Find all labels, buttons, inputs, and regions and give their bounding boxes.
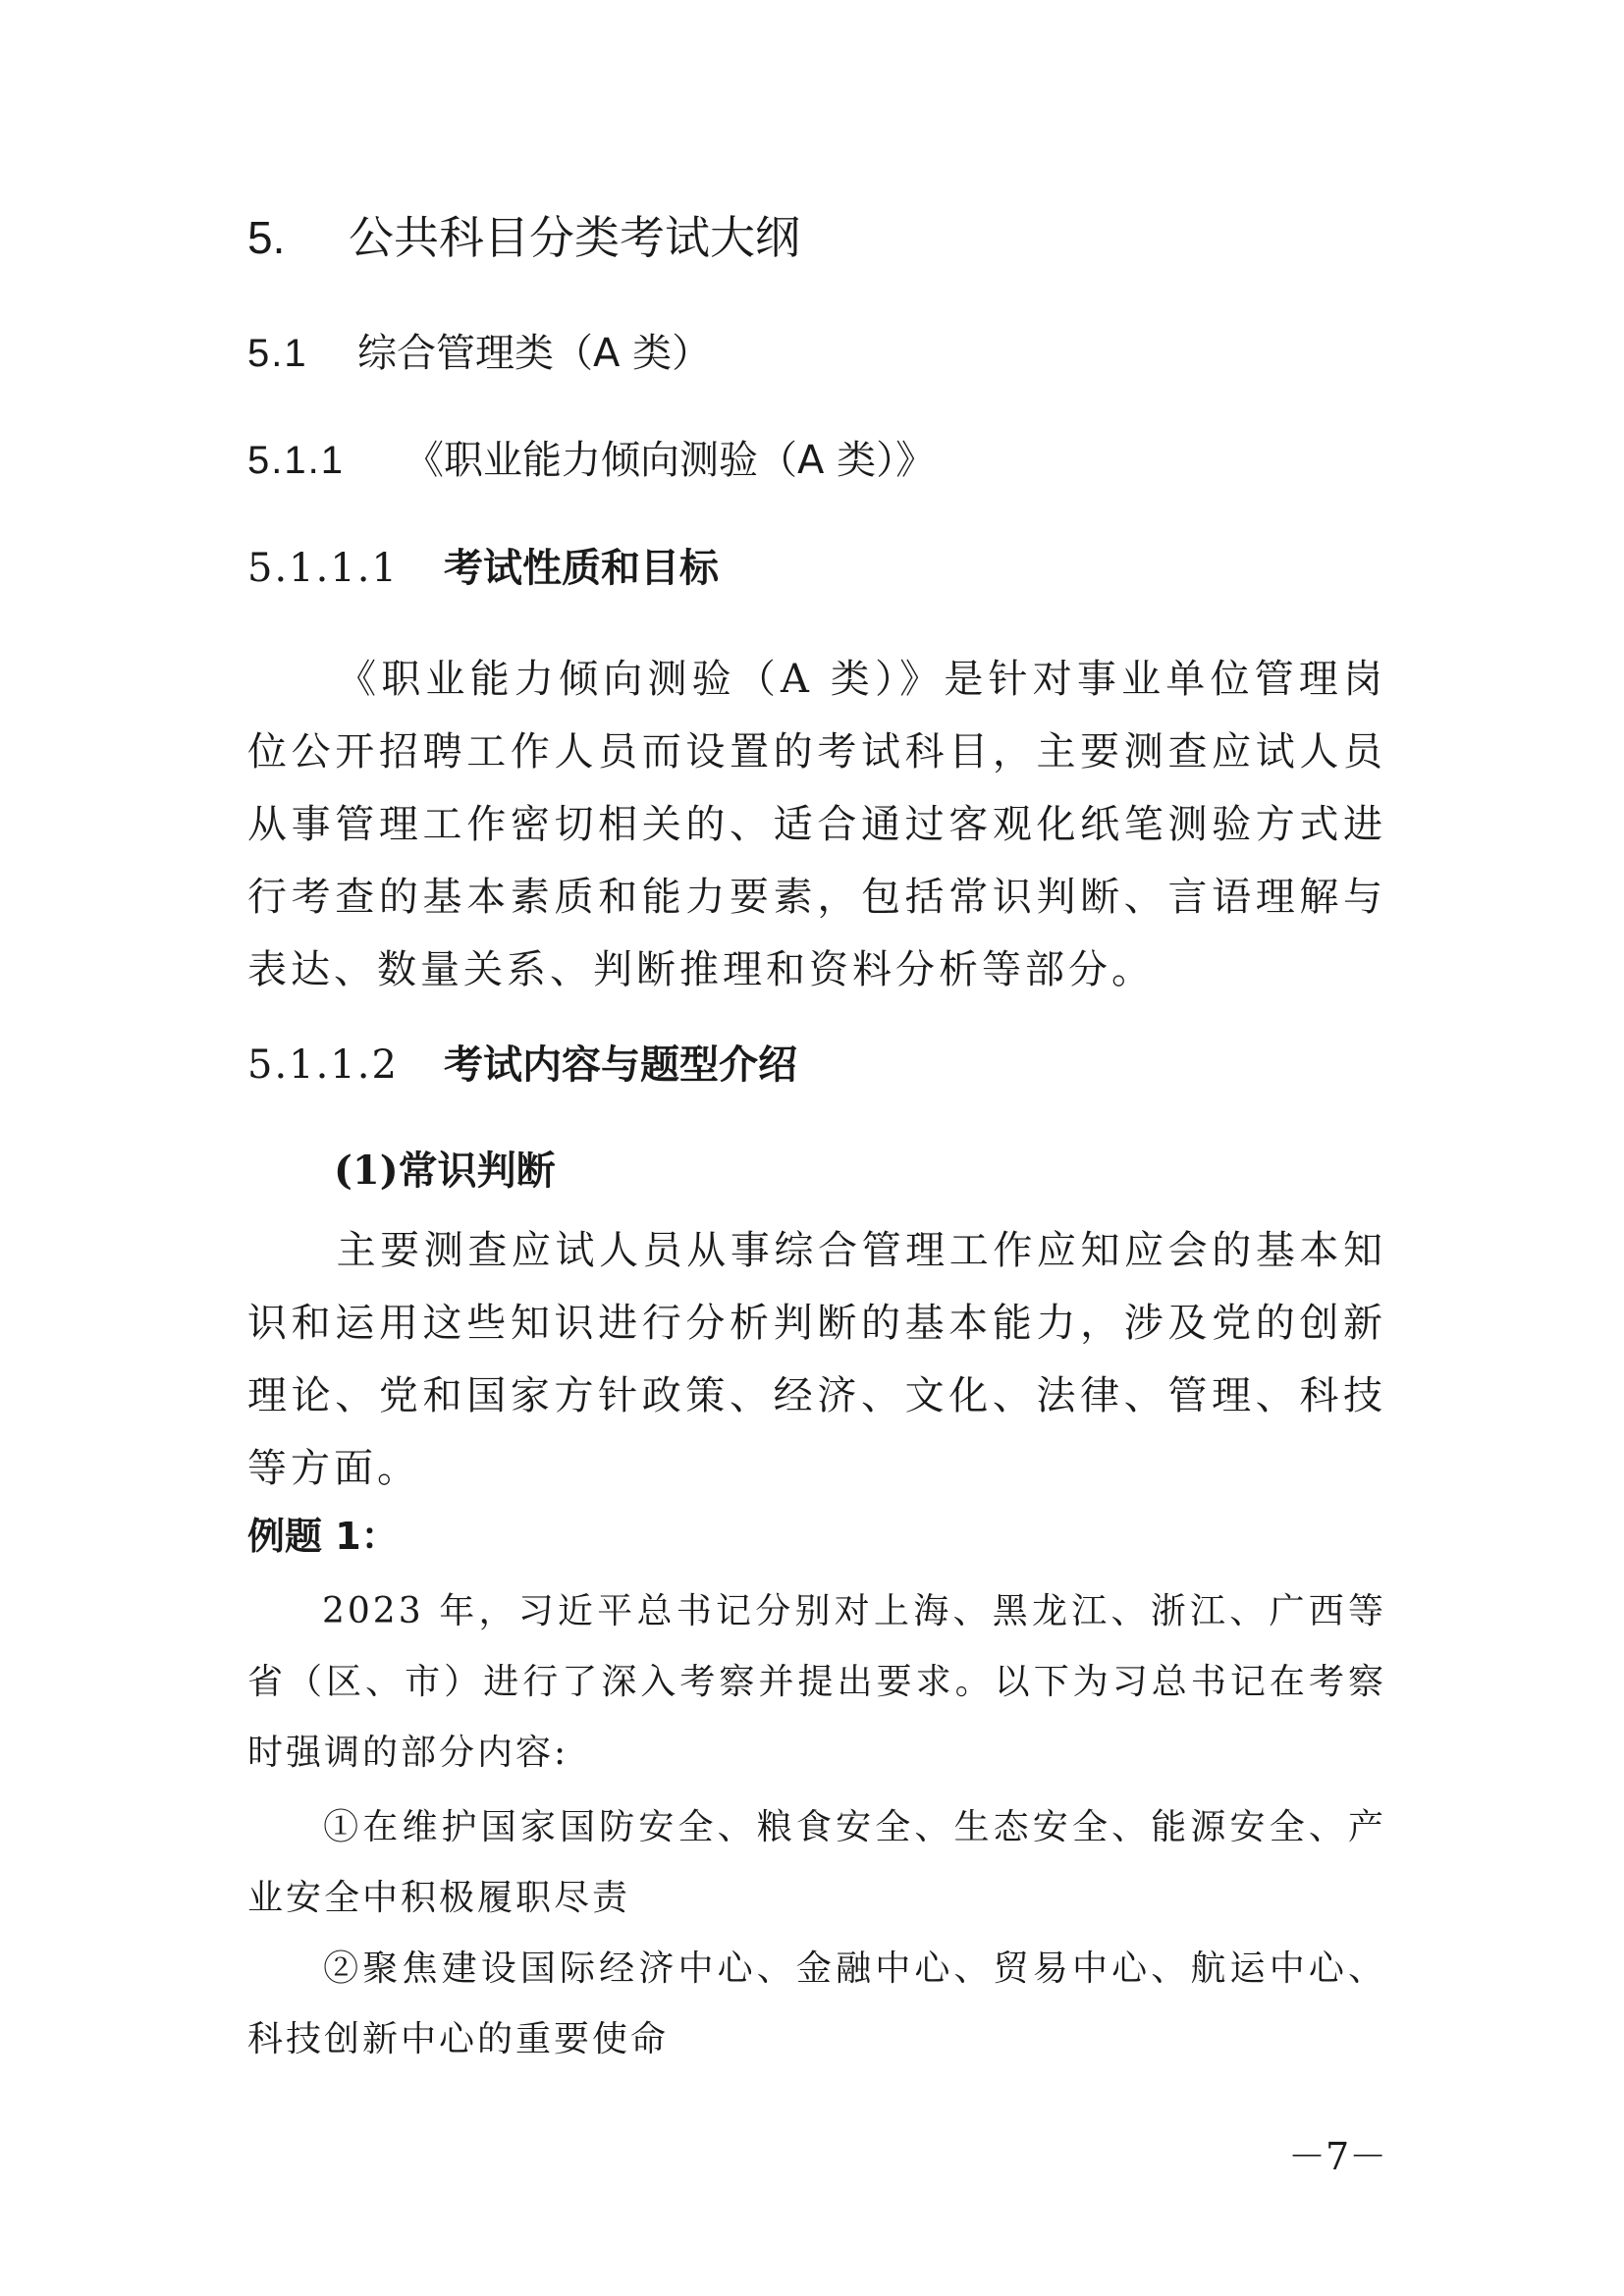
example-intro: 2023 年，习近平总书记分别对上海、黑龙江、浙江、广西等省（区、市）进行了深入考察并提出要求。以下为习总书记在考察时强调的部分内容:	[247, 1591, 1386, 1773]
example-point-2-block	[247, 1934, 1386, 2075]
item1-paragraph-block	[247, 1214, 1386, 1505]
example-point-2: ②聚焦建设国际经济中心、金融中心、贸易中心、航运中心、科技创新中心的重要使命	[247, 1949, 1386, 2059]
part2-heading	[247, 1039, 797, 1092]
item1-paragraph: 主要测查应试人员从事综合管理工作应知应会的基本知识和运用这些知识进行分析判断的基本能力，涉及党的创新理论、党和国家方针政策、经济、文化、法律、管理、科技等方面。	[247, 1228, 1386, 1491]
subsubsection-number: 5.1.1	[247, 439, 345, 482]
example-intro-block	[247, 1576, 1386, 1789]
page-number: －7－	[1288, 2135, 1387, 2178]
subsubsection-title: 《职业能力倾向测验（A 类）》	[405, 438, 936, 483]
subsubsection-heading	[247, 434, 935, 487]
section-heading	[247, 208, 800, 267]
example-point-1: ①在维护国家国防安全、粮食安全、生态安全、能源安全、产业安全中积极履职尽责	[247, 1807, 1386, 1918]
item1-heading: (1)常识判断	[334, 1148, 556, 1194]
part2-number: 5.1.1.2	[247, 1042, 399, 1088]
example-label: 例题 1：	[247, 1515, 399, 1558]
example-point-1-block	[247, 1792, 1386, 1934]
section-title: 公共科目分类考试大纲	[349, 211, 800, 264]
part1-number: 5.1.1.1	[247, 546, 399, 591]
subsection-number: 5.1	[247, 332, 308, 375]
part1-title: 考试性质和目标	[444, 546, 719, 591]
subsection-title: 综合管理类（A 类）	[357, 331, 712, 376]
part1-paragraph-block	[247, 643, 1386, 1006]
part2-title: 考试内容与题型介绍	[444, 1042, 797, 1088]
subsection-heading	[247, 327, 711, 380]
section-number: 5.	[247, 212, 286, 263]
part1-heading	[247, 542, 719, 595]
part1-paragraph: 《职业能力倾向测验（A 类）》是针对事业单位管理岗位公开招聘工作人员而设置的考试科目，主要测查应试人员从事管理工作密切相关的、适合通过客观化纸笔测验方式进行考查的基本素质和能力要素，包括常识判断、言语理解与表达、数量关系、判断推理和资料分析等部分。	[247, 657, 1386, 992]
